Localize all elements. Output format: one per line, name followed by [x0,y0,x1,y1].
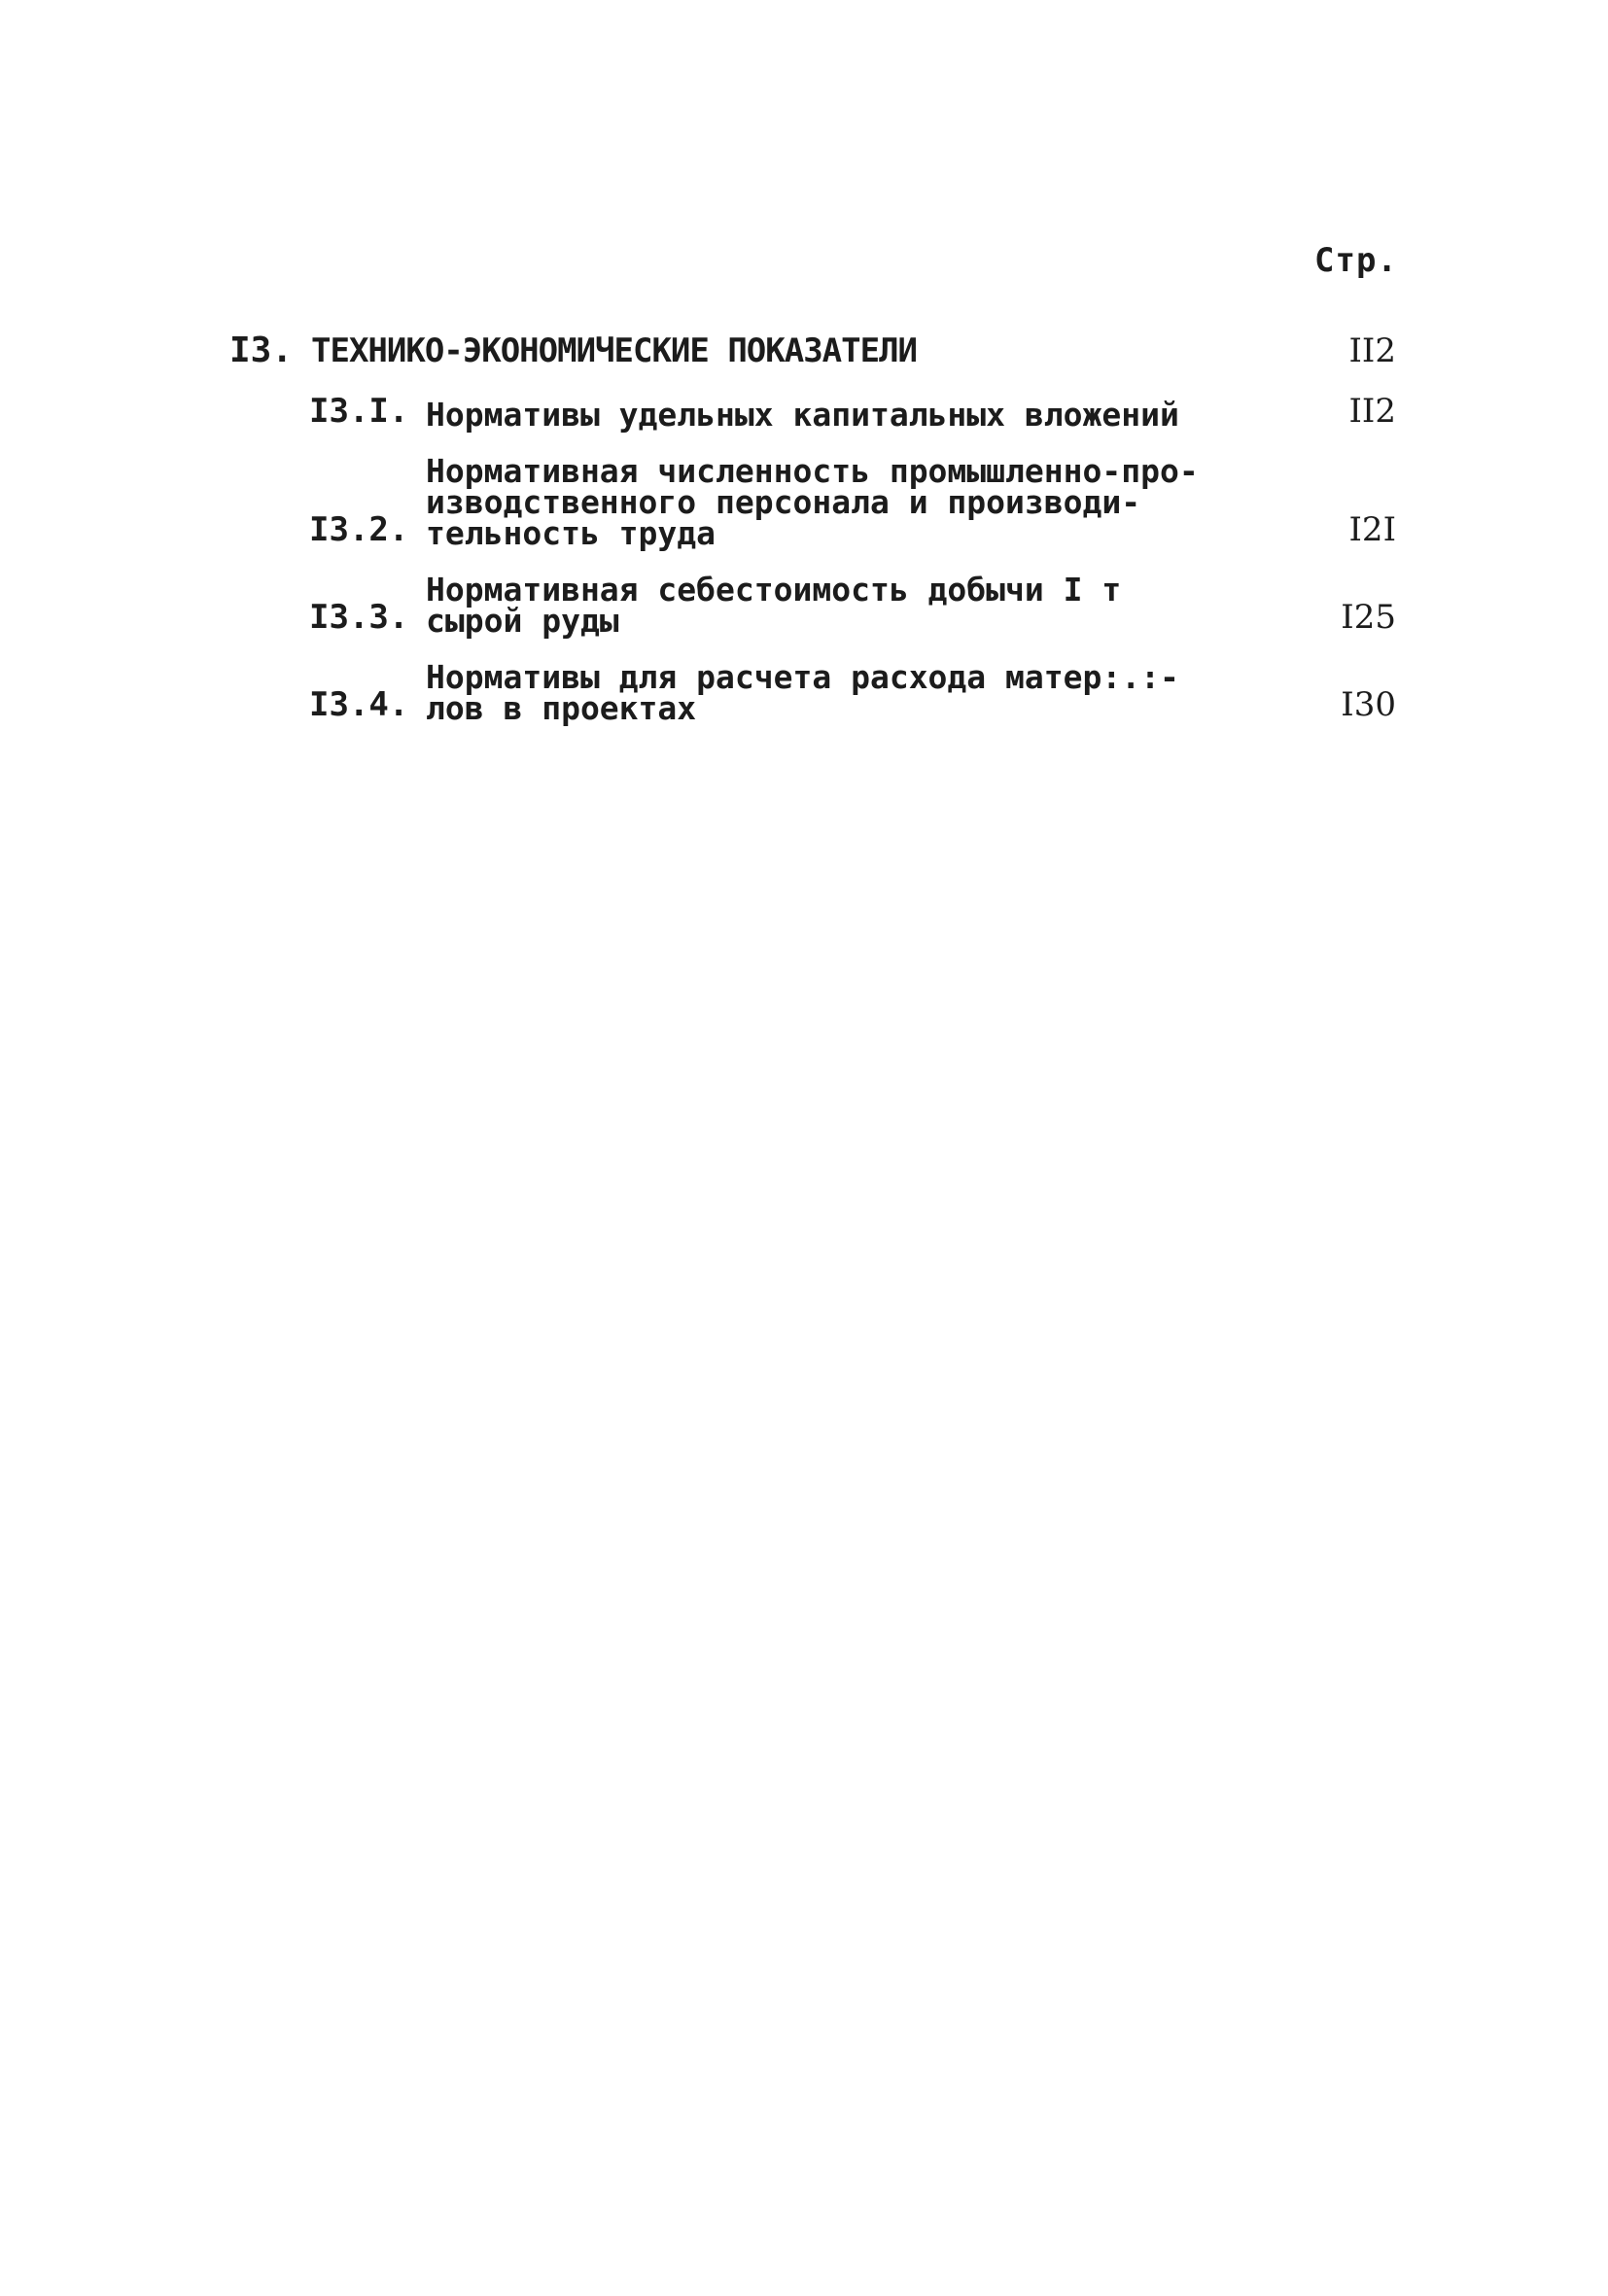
toc-item [309,392,1396,434]
toc-section-number: I3. [229,330,294,370]
table-of-contents [229,330,1396,749]
toc-item [309,658,1396,727]
toc-item-title: Нормативная численность промышленно-про- изводственного персонала и производи- тельность труда [426,452,1199,552]
toc-item [309,571,1396,640]
toc-item-title: Нормативная себестоимость добычи I т сырой руды [426,571,1122,640]
toc-item-page: I2I [1348,510,1396,549]
toc-item-number: I3.3. [309,598,409,637]
toc-section [229,330,1396,370]
toc-section-title: ТЕХНИКО-ЭКОНОМИЧЕСКИЕ ПОКАЗАТЕЛИ [311,331,918,370]
toc-item-page: I25 [1341,598,1396,637]
toc-item-page: I30 [1341,685,1396,724]
toc-item-title: Нормативы для расчета расхода матер:.:- лов в проектах [426,658,1179,727]
toc-item-page: II2 [1348,392,1396,431]
toc-item-title: Нормативы удельных капитальных вложений [426,396,1179,434]
toc-item [309,452,1396,552]
toc-item-number: I3.2. [309,510,409,549]
toc-item-number: I3.4. [309,685,409,724]
toc-section-page: II2 [1348,331,1396,370]
page-column-header: Стр. [1314,241,1398,280]
toc-item-number: I3.I. [309,392,409,431]
